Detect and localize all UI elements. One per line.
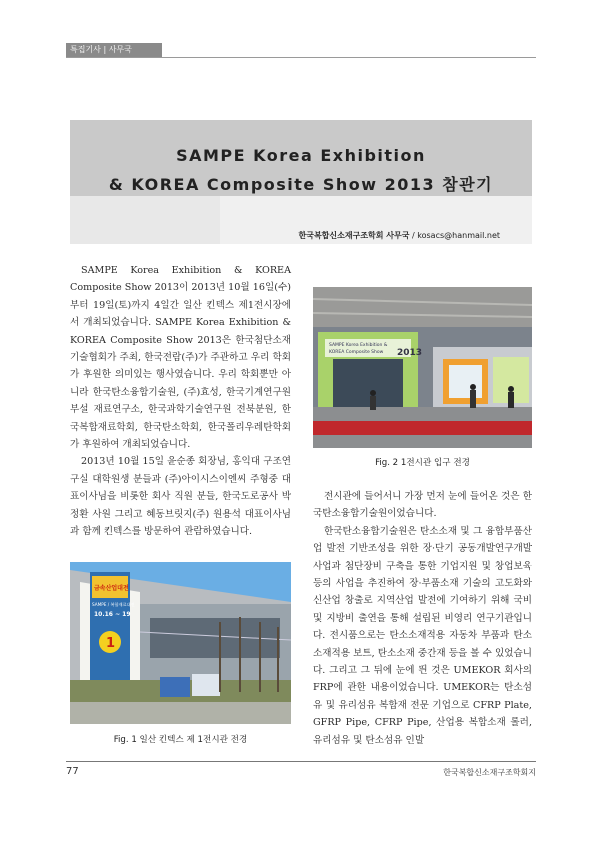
author-separator: / bbox=[409, 231, 418, 240]
figure-2-caption: Fig. 2 1전시관 입구 전경 bbox=[375, 458, 470, 468]
paragraph: 전시관에 들어서니 가장 먼저 눈에 들어온 것은 한국탄소융합기술원이었습니다. bbox=[313, 491, 532, 520]
banner-title: 금속산업대전 bbox=[94, 585, 129, 592]
entrance-sign-line-1: SAMPE Korea Exhibition & bbox=[329, 343, 388, 348]
right-column bbox=[313, 488, 532, 749]
header-divider bbox=[66, 57, 536, 58]
page-number: 77 bbox=[66, 766, 79, 777]
figure-1-photo bbox=[70, 562, 291, 724]
left-column bbox=[70, 262, 291, 541]
paragraph: 2013년 10월 15일 윤순종 회장님, 홍익대 구조연구실 대학원생 분들과 (주)아이시스이엔씨 주형중 대표이사님을 비롯한 회사 직원 분들, 한국도로공사 박정환 사원 그리고 혜동브릿지(주) 원용석 대표이사님과 함께 킨텍스를 방문하여 관람하였습니다. bbox=[70, 456, 291, 538]
paragraph: SAMPE Korea Exhibition & KOREA Composite Show 2013이 2013년 10월 16일(수)부터 19일(토)까지 4일간 일산 킨텍스 제1전시장에서 개최되었습니다. SAMPE Korea Exhibition & KOREA Composite Show 2013은 한국첨단소재기술협회가 주최, 한국전람(주)가 주관하고 우리 학회가 후원한 의미있는 행사였습니다. 우리 학회뿐만 아니라 한국탄소융합기술원, (주)효성, 한국기계연구원 부설 재료연구소, 한국과학기술연구원 전북분원, 한국복합재료학회, 한국탄소학회, 한국폴리우레탄학회가 후원하여 개최되었습니다. bbox=[70, 265, 291, 451]
journal-name: 한국복합신소재구조학회지 bbox=[443, 768, 536, 777]
article-title-line-1: SAMPE Korea Exhibition bbox=[176, 146, 426, 165]
banner-subtitle: SAMPE / 복합재료대전 bbox=[92, 602, 135, 607]
author-email[interactable]: kosacs@hanmail.net bbox=[417, 231, 500, 240]
article-title-line-2: & KOREA Composite Show 2013 참관기 bbox=[108, 175, 494, 194]
figure-1-caption: Fig. 1 일산 킨텍스 제 1전시관 전경 bbox=[113, 735, 248, 745]
paragraph: 한국탄소융합기술원은 탄소소재 및 그 융합부품산업 발전 기반조성을 위한 장·단기 공동개발연구개발사업과 첨단장비 구축을 통한 기업지원 및 창업보육 등의 사업을 추진하여 장·부품소재 기술의 고도화와 신산업 창출로 지역산업 발전에 기여하기 위해 국비 및 지방비 출연을 통해 설립된 비영리 연구기관입니다. 전시품으로는 탄소소재적용 자동차 부품과 탄소소재적용 보트, 탄소소재 중간재 등을 볼 수 있었습니다. 그리고 그 뒤에 눈에 띈 것은 UMEKOR 회사의 FRP에 관한 내용이었습니다. UMEKOR는 탄소섬유 및 유리섬유 복합재 전문 기업으로 CFRP Plate, GFRP Pipe, CFRP Pipe, 산업용 복합소재 롤러, 유리섬유 및 탄소섬유 인발 bbox=[313, 525, 533, 746]
banner-badge: 1 bbox=[106, 636, 116, 651]
footer-divider bbox=[66, 761, 536, 762]
entrance-sign-line-2: KOREA Composite Show bbox=[329, 350, 384, 355]
figure-2-photo bbox=[313, 287, 532, 448]
entrance-sign-year: 2013 bbox=[397, 348, 423, 358]
author-line bbox=[0, 230, 500, 241]
banner-date: 10.16 ~ 19 bbox=[94, 611, 131, 618]
author-org: 한국복합신소재구조학회 사무국 bbox=[298, 231, 410, 240]
section-tab: 특집기사 | 사무국 bbox=[66, 43, 162, 57]
